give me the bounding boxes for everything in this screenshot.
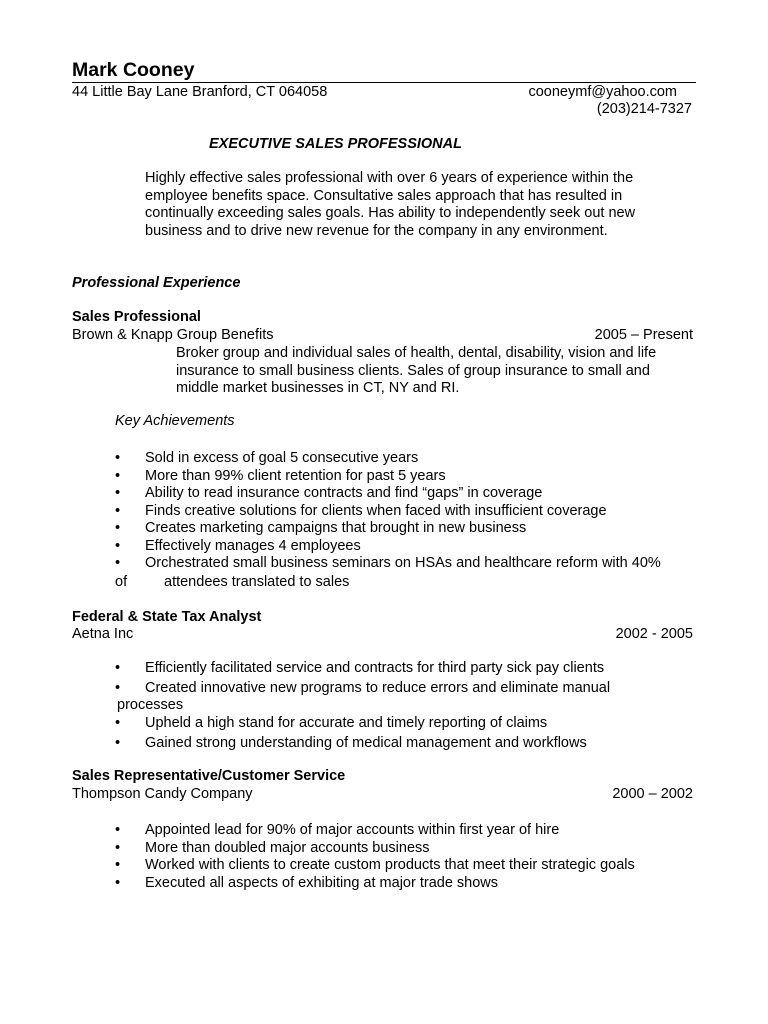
job-dates: 2002 - 2005 [615, 626, 693, 642]
header-rule [72, 82, 696, 83]
candidate-name: Mark Cooney [72, 59, 195, 81]
duties-list-continued [115, 715, 587, 752]
duties-list [115, 822, 635, 892]
list-item-text: Gained strong understanding of medical management and workflows [145, 734, 587, 751]
list-item [115, 840, 635, 858]
summary: Highly effective sales professional with over 6 years of experience within the employee benefits space. Consultative sales approach that has resulted in continually exceeding sales goals. Has ability to independently seek out new business and to drive new revenue for the company in any environment. [145, 170, 636, 239]
list-item-text: Executed all aspects of exhibiting at major trade shows [145, 874, 499, 891]
bullet-icon: • [115, 450, 121, 466]
list-item [115, 468, 661, 486]
list-item-text: More than doubled major accounts business [145, 839, 430, 856]
list-item-text: Sold in excess of goal 5 consecutive years [145, 450, 419, 466]
list-item-text: Effectively manages 4 employees [145, 537, 361, 554]
experience-heading: Professional Experience [72, 275, 241, 291]
list-item-text: Appointed lead for 90% of major accounts within first year of hire [145, 822, 560, 838]
phone: (203)214-7327 [596, 101, 692, 117]
list-item-text: Efficiently facilitated service and contracts for third party sick pay clients [145, 660, 605, 676]
job-dates: 2000 – 2002 [612, 786, 693, 802]
duties-list [115, 660, 610, 697]
list-item [115, 875, 635, 893]
bullet-icon: • [115, 485, 121, 501]
email: cooneymf@yahoo.com [528, 84, 677, 100]
bullet-icon: • [115, 502, 121, 519]
job-dates: 2005 – Present [594, 327, 693, 343]
list-item [115, 485, 661, 503]
bullet-icon: • [115, 839, 121, 856]
headline: EXECUTIVE SALES PROFESSIONAL [209, 136, 462, 152]
list-item [115, 660, 610, 678]
list-item-text: Creates marketing campaigns that brought in new business [145, 520, 527, 536]
job-description: Broker group and individual sales of health, dental, disability, vision and life insurance to small business clients. Sales of group insurance to small and middle market businesses in CT, NY and RI. [176, 345, 657, 396]
overflow-prefix: of [115, 574, 128, 590]
list-item-text: More than 99% client retention for past 5 years [145, 467, 446, 484]
list-item-text: Created innovative new programs to reduce errors and eliminate manual [145, 679, 611, 696]
list-item-text: Finds creative solutions for clients when faced with insufficient coverage [145, 502, 607, 519]
job-title: Sales Professional [72, 309, 201, 325]
company: Brown & Knapp Group Benefits [72, 327, 274, 343]
overflow-text: processes [117, 697, 184, 713]
list-item-text: Worked with clients to create custom products that meet their strategic goals [145, 857, 635, 873]
list-item [115, 735, 587, 753]
list-item [115, 857, 635, 875]
list-item [115, 503, 661, 521]
job-title: Federal & State Tax Analyst [72, 609, 262, 625]
bullet-icon: • [115, 679, 121, 696]
company: Aetna Inc [72, 626, 134, 642]
list-item-text: Ability to read insurance contracts and find “gaps” in coverage [145, 485, 543, 501]
list-item [115, 715, 587, 733]
bullet-icon: • [115, 660, 121, 676]
company: Thompson Candy Company [72, 786, 253, 802]
bullet-icon: • [115, 715, 121, 731]
list-item [115, 520, 661, 538]
bullet-icon: • [115, 734, 121, 751]
bullet-icon: • [115, 822, 121, 838]
address: 44 Little Bay Lane Branford, CT 064058 [72, 84, 328, 100]
bullet-icon: • [115, 467, 121, 484]
achievements-list [115, 450, 661, 573]
overflow-text: attendees translated to sales [164, 574, 350, 590]
list-item [115, 555, 661, 573]
list-item [115, 538, 661, 556]
bullet-icon: • [115, 555, 121, 571]
bullet-icon: • [115, 874, 121, 891]
bullet-icon: • [115, 520, 121, 536]
bullet-icon: • [115, 537, 121, 554]
bullet-icon: • [115, 857, 121, 873]
key-achievements-label: Key Achievements [115, 413, 235, 429]
list-item [115, 822, 635, 840]
list-item-text: Orchestrated small business seminars on HSAs and healthcare reform with 40% [145, 555, 661, 571]
job-title: Sales Representative/Customer Service [72, 768, 346, 784]
list-item [115, 680, 610, 698]
list-item [115, 450, 661, 468]
list-item-text: Upheld a high stand for accurate and timely reporting of claims [145, 715, 548, 731]
